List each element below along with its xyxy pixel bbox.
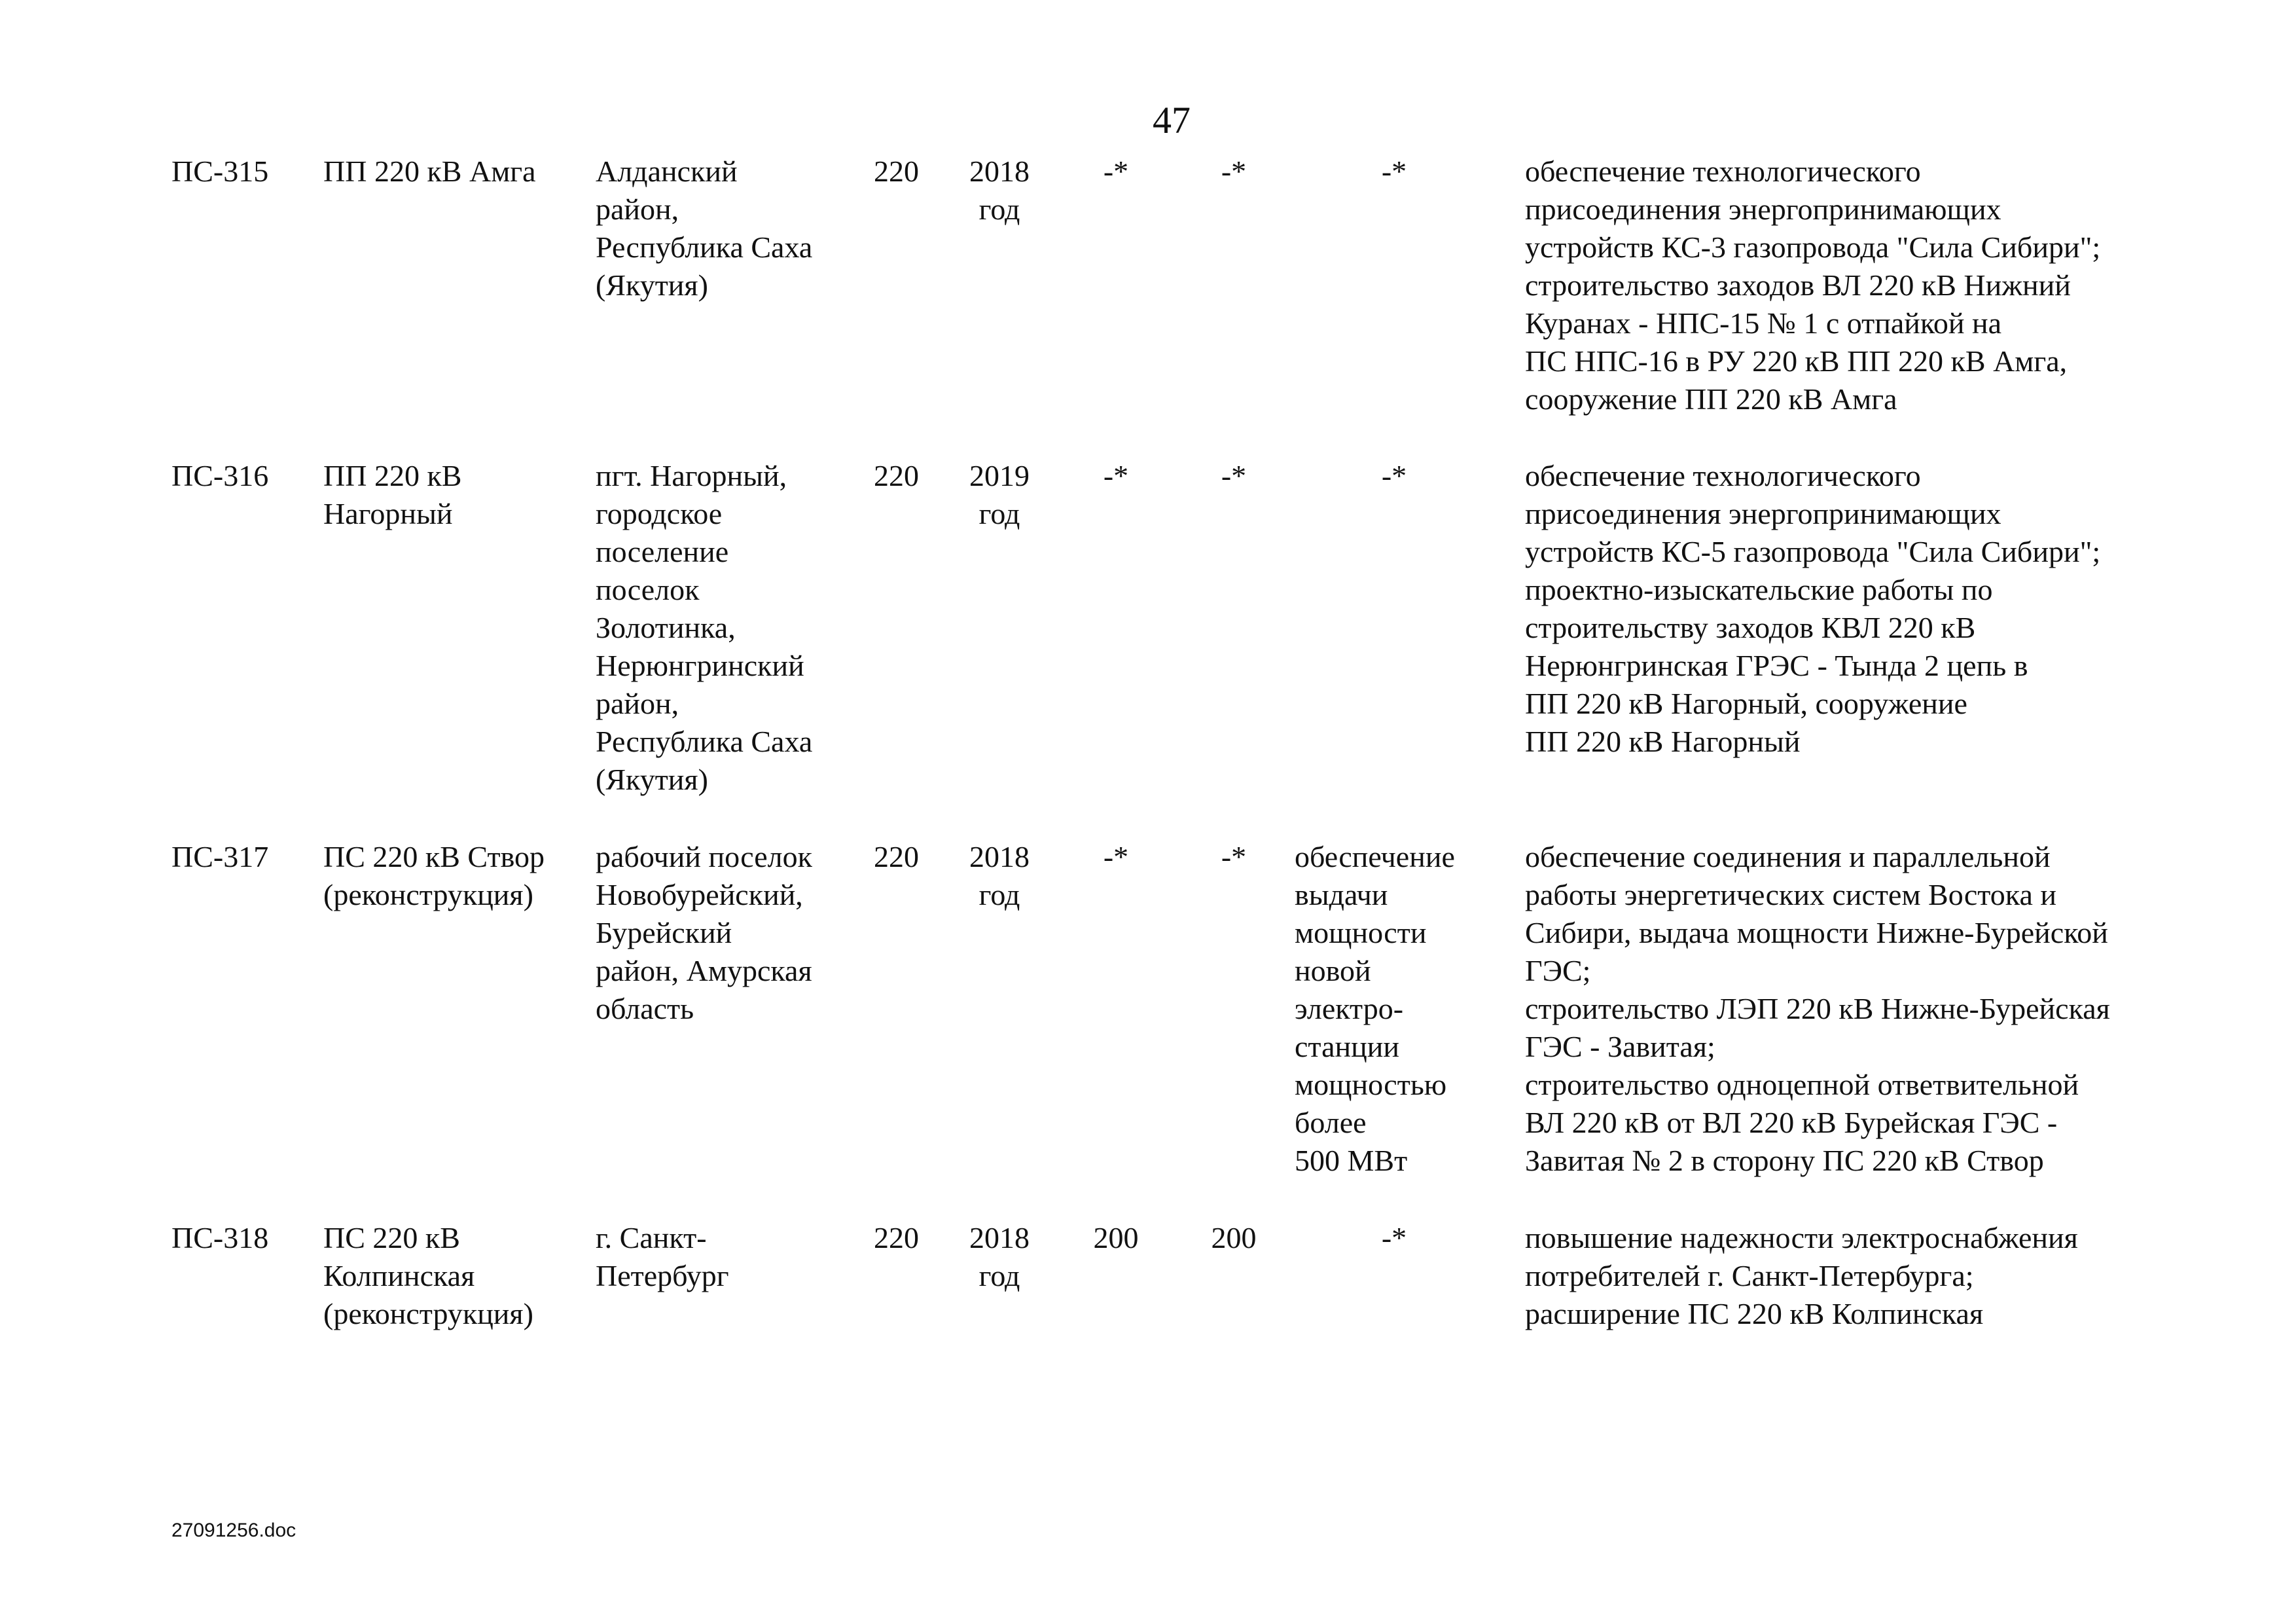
row-power-1: -* (1103, 459, 1129, 492)
row-voltage: 220 (874, 1221, 919, 1254)
row-code: ПС-316 (171, 459, 269, 492)
row-power-2: -* (1221, 840, 1247, 873)
row-voltage: 220 (874, 155, 919, 188)
row-code: ПС-318 (171, 1221, 269, 1254)
row-power-1: -* (1103, 840, 1129, 873)
row-location: пгт. Нагорный, городское поселение поселок Золотинка, Нерюнгринский район, Республика Саха (Якутия) (596, 459, 813, 796)
row-power-3: -* (1381, 155, 1407, 188)
row-code: ПС-315 (171, 155, 269, 188)
row-power-1: -* (1103, 155, 1129, 188)
row-year: 2019 год (969, 459, 1030, 530)
row-power-1: 200 (1093, 1221, 1139, 1254)
row-purpose: обеспечение соединения и параллельной работы энергетических систем Востока и Сибири, выдача мощности Нижне-Бурейской ГЭС; строительство ЛЭП 220 кВ Нижне-Бурейская ГЭС - Завитая; строительство одноцепной ответвительной ВЛ 220 кВ от ВЛ 220 кВ Бурейская ГЭС - Завитая № 2 в сторону ПС 220 кВ Створ (1525, 840, 2110, 1177)
row-name: ПС 220 кВ Колпинская (реконструкция) (323, 1221, 533, 1330)
row-power-2: -* (1221, 155, 1247, 188)
row-location: рабочий поселок Новобурейский, Бурейский район, Амурская область (596, 840, 812, 1025)
row-location: Алданский район, Республика Саха (Якутия) (596, 155, 813, 302)
row-name: ПП 220 кВ Нагорный (323, 459, 462, 530)
row-name: ПП 220 кВ Амга (323, 155, 536, 188)
row-power-3: -* (1381, 1221, 1407, 1254)
row-year: 2018 год (969, 1221, 1030, 1292)
row-year: 2018 год (969, 155, 1030, 226)
row-year: 2018 год (969, 840, 1030, 911)
row-purpose: обеспечение технологического присоединения энергопринимающих устройств КС-5 газопровода "Сила Сибири"; проектно-изыскательские работы по строительству заходов КВЛ 220 кВ Нерюнгринская ГРЭС - Тында 2 цепь в ПП 220 кВ Нагорный, сооружение ПП 220 кВ Нагорный (1525, 459, 2101, 758)
footer-filename: 27091256.doc (171, 1520, 296, 1541)
row-location: г. Санкт- Петербург (596, 1221, 729, 1292)
row-name: ПС 220 кВ Створ (реконструкция) (323, 840, 545, 911)
row-voltage: 220 (874, 840, 919, 873)
row-power-2: -* (1221, 459, 1247, 492)
row-power-3: обеспечение выдачи мощности новой электро- станции мощностью более 500 МВт (1295, 840, 1455, 1177)
row-purpose: повышение надежности электроснабжения потребителей г. Санкт-Петербурга; расширение ПС 220 кВ Колпинская (1525, 1221, 2078, 1330)
row-purpose: обеспечение технологического присоединения энергопринимающих устройств КС-3 газопровода "Сила Сибири"; строительство заходов ВЛ 220 кВ Нижний Куранах - НПС-15 № 1 с отпайкой на ПС НПС-16 в РУ 220 кВ ПП 220 кВ Амга, сооружение ПП 220 кВ Амга (1525, 155, 2101, 416)
row-code: ПС-317 (171, 840, 269, 873)
row-power-3: -* (1381, 459, 1407, 492)
row-voltage: 220 (874, 459, 919, 492)
row-power-2: 200 (1211, 1221, 1257, 1254)
page-number: 47 (1153, 99, 1191, 141)
